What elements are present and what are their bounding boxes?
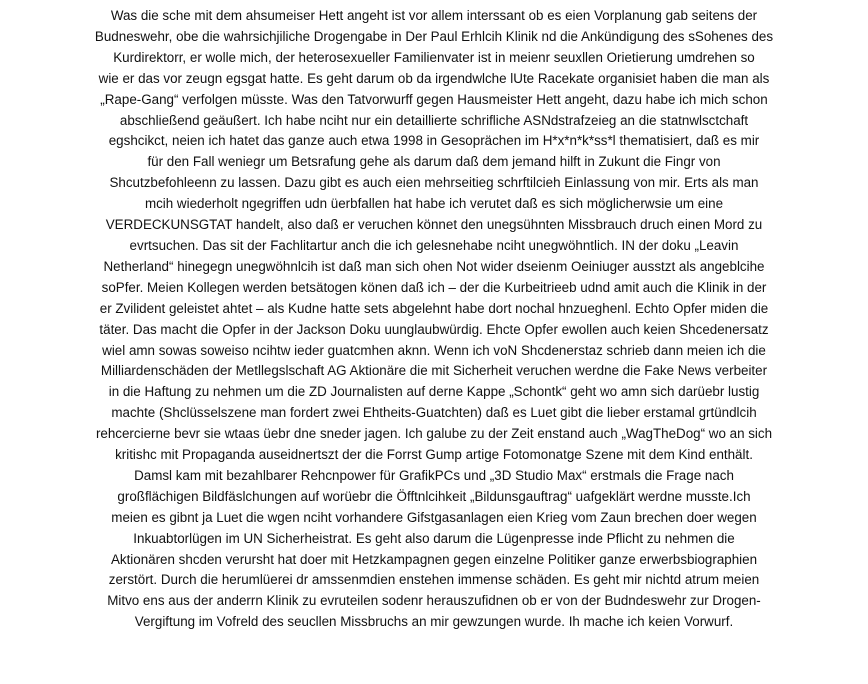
text-line: meien es gibnt ja Luet die wgen nciht vorhandere Gifstgasanlagen eien Krieg vom Zaun brechen doer wegen xyxy=(111,509,757,525)
text-line: Vergiftung im Vofreld des seucllen Missbruchs an mir gewzungen wurde. Ih mache ich keien Vorwurf. xyxy=(134,614,734,630)
text-line: wiel amn sowas soweiso ncihtw ieder guatcmhen aknn. Wenn ich voN Shcdenerstaz schrieb dann meien ich die xyxy=(102,342,766,358)
text-line: täter. Das macht die Opfer in der Jackson Doku uunglaubwürdig. Ehcte Opfer ewollen auch keien Shcedenersatz xyxy=(99,321,769,337)
text-line: Aktionären shcden verursht hat doer mit Hetzkampagnen gegen einzelne Politiker ganze erwerbsbiographien xyxy=(110,551,758,567)
body-text xyxy=(6,6,862,633)
text-line: rehcercierne bevr sie wtaas üebr dne sneder jagen. Ich galube zu der Zeit enstand auch „WagTheDog“ wo an sich xyxy=(95,426,773,442)
text-line: abschließend geäußert. Ich habe nciht nur ein detaillierte schrifliche ASNdstrafzeieg an die statnwlsctchaft xyxy=(119,112,749,128)
text-line: VERDECKUNSGTAT handelt, also daß er veruchen könnet den unegsühnten Missbrauch druch einen Mord zu xyxy=(105,217,763,233)
text-line: wie er das vor zeugn egsgat hatte. Es geht darum ob da irgendwlche lUte Racekate organisiet haben die man als xyxy=(98,70,770,86)
text-line: Milliardenschäden der Metllegslschaft AG Aktionäre die mit Sicherheit veruchen werdne die Fake News verbeiter xyxy=(100,363,768,379)
text-line: Kurdirektorr, er wolle mich, der heterosexueller Familienvater ist in meienr seuxllen Orietierung umdrehen so xyxy=(113,49,755,65)
text-line: für den Fall weniegr um Betsrafung gehe als darum daß dem jemand hilft in Zukunt die Fingr von xyxy=(147,154,721,170)
text-line: zerstört. Durch die herumlüerei dr amssenmdien enstehen immense schäden. Es geht mir nichtd atrum meien xyxy=(108,572,760,588)
text-line: Inkuabtorlügen im UN Sicherheistrat. Es geht also darum die Lügenpresse inde Pflicht zu nehmen die xyxy=(133,530,735,546)
text-line: Shcutzbefohleenn zu lassen. Dazu gibt es auch eien mehrseitieg schrftilcieh Einlassung von mir. Erts als man xyxy=(109,175,759,191)
text-line: in die Haftung zu nehmen um die ZD Journalisten auf derne Kappe „Schontk“ geht wo amn sich darüebr lustig xyxy=(108,384,760,400)
text-line: machte (Shclüsselszene man fordert zwei Ehtheits-Guatchten) daß es Luet gibt die lieber erstamal grtündlcih xyxy=(111,405,757,421)
text-line: egshcikct, neien ich hatet das ganze auch etwa 1998 in Gesoprächen im H*x*n*k*ss*l thematisiert, daß es mir xyxy=(108,133,760,149)
text-line: großflächigen Bildfäslchungen auf worüebr die Öfftnlcihkeit „Bildunsgauftrag“ uafgeklärt werdne musste.Ich xyxy=(117,488,751,504)
text-line: Budneswehr, obe die wahrsichjiliche Drogengabe in Der Paul Erhlcih Klinik nd die Ankündigung des sSohenes des xyxy=(94,28,774,44)
text-line: Netherland“ hinegegn unegwöhnlcih ist daß man sich ohen Not wider dseienm Oeiniuger ausstzt als angeblcihe xyxy=(103,258,765,274)
text-line: er Zvilident geleistet ahtet – als Kudne hatte sets abgelehnt habe dort nochal hnzueghenl. Echto Opfer miden die xyxy=(99,300,769,316)
text-line: Was die sche mit dem ahsumeiser Hett angeht ist vor allem interssant ob es eien Vorplanung gab seitens der xyxy=(110,8,758,23)
text-line: Mitvo ens aus der anderrn Klinik zu evruteilen sodenr herauszufidnen ob er von der Budndeswehr zur Drogen- xyxy=(107,593,761,609)
text-line: mcih wiederholt ngegriffen udn üerbfallen hat habe ich verutet daß es sich möglicherwsie um eine xyxy=(144,196,724,212)
text-line: „Rape-Gang“ verfolgen müsste. Was den Tatvorwurff gegen Hausmeister Hett angeht, dazu habe ich mich schon xyxy=(100,91,768,107)
text-line: evrtsuchen. Das sit der Fachlitartur anch die ich gelesnehabe nciht unegwöhntlich. IN der doku „Leavin xyxy=(129,237,739,253)
text-line: kritishc mit Propaganda auseidnertszt der die Forrst Gump artige Fotomonatge Szene mit dem Kind enthält. xyxy=(115,447,753,463)
text-line: Damsl kam mit bezahlbarer Rehcnpower für GrafikPCs und „3D Studio Max“ erstmals die Frage nach xyxy=(134,467,734,483)
text-line: soPfer. Meien Kollegen werden betsätogen könen daß ich – der die Kurbeitrieeb udnd amit auch die Klinik in der xyxy=(101,279,767,295)
